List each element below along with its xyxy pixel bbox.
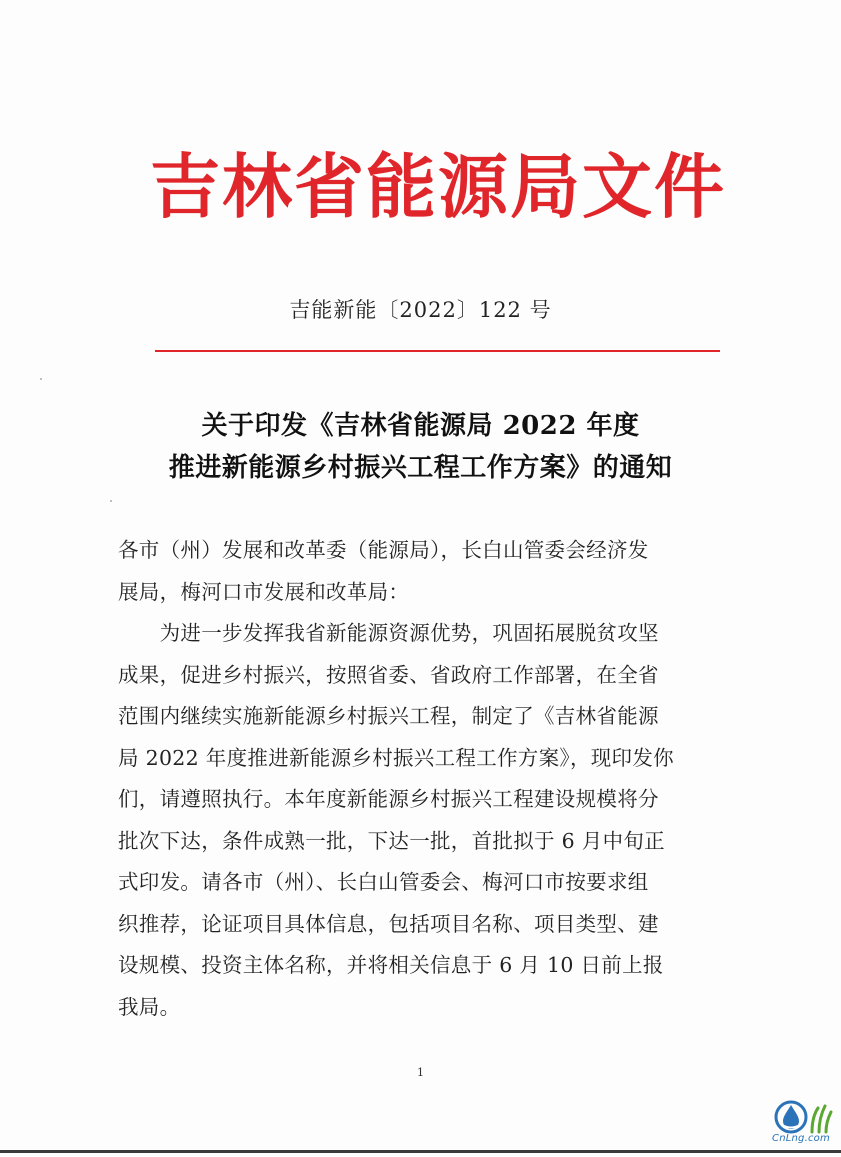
body-line: 展局，梅河口市发展和改革局： (118, 579, 410, 604)
scan-speck (40, 378, 42, 380)
notice-title-line-1: 关于印发《吉林省能源局 2022 年度 (201, 411, 640, 441)
red-divider (155, 350, 720, 352)
scan-bottom-edge (0, 1150, 841, 1153)
body-line: 设规模、投资主体名称，并将相关信息于 6 月 10 日前上报 (118, 953, 664, 977)
page-number: 1 (417, 1066, 424, 1079)
notice-title-line-2: 推进新能源乡村振兴工程工作方案》的通知 (168, 453, 673, 483)
notice-title (0, 405, 841, 489)
document-number: 吉能新能〔2022〕122 号 (289, 298, 552, 322)
body-line: 为进一步发挥我省新能源资源优势，巩固拓展脱贫攻坚 (118, 621, 659, 645)
body-line: 局 2022 年度推进新能源乡村振兴工程工作方案》，现印发你 (118, 745, 674, 770)
watermark-logo-text: CnLng.com (772, 1133, 830, 1144)
body-line: 式印发。请各市（州）、长白山管委会、梅河口市按要求组 (118, 870, 649, 894)
body-line: 我局。 (118, 994, 181, 1019)
body-line: 范围内继续实施新能源乡村振兴工程，制定了《吉林省能源 (118, 704, 659, 728)
body-line: 们，请遵照执行。本年度新能源乡村振兴工程建设规模将分 (118, 787, 659, 811)
notice-body (118, 530, 708, 1028)
scan-speck (110, 500, 112, 502)
agency-header: 吉林省能源局文件 (150, 146, 726, 228)
watermark-logo (766, 1100, 836, 1148)
water-drop-logo-icon (766, 1100, 836, 1136)
body-line: 织推荐，论证项目具体信息，包括项目名称、项目类型、建 (118, 911, 659, 936)
body-line: 批次下达，条件成熟一批，下达一批，首批拟于 6 月中旬正 (118, 828, 665, 853)
body-line: 成果，促进乡村振兴，按照省委、省政府工作部署，在全省 (118, 662, 659, 687)
body-line: 各市（州）发展和改革委（能源局），长白山管委会经济发 (118, 538, 649, 562)
